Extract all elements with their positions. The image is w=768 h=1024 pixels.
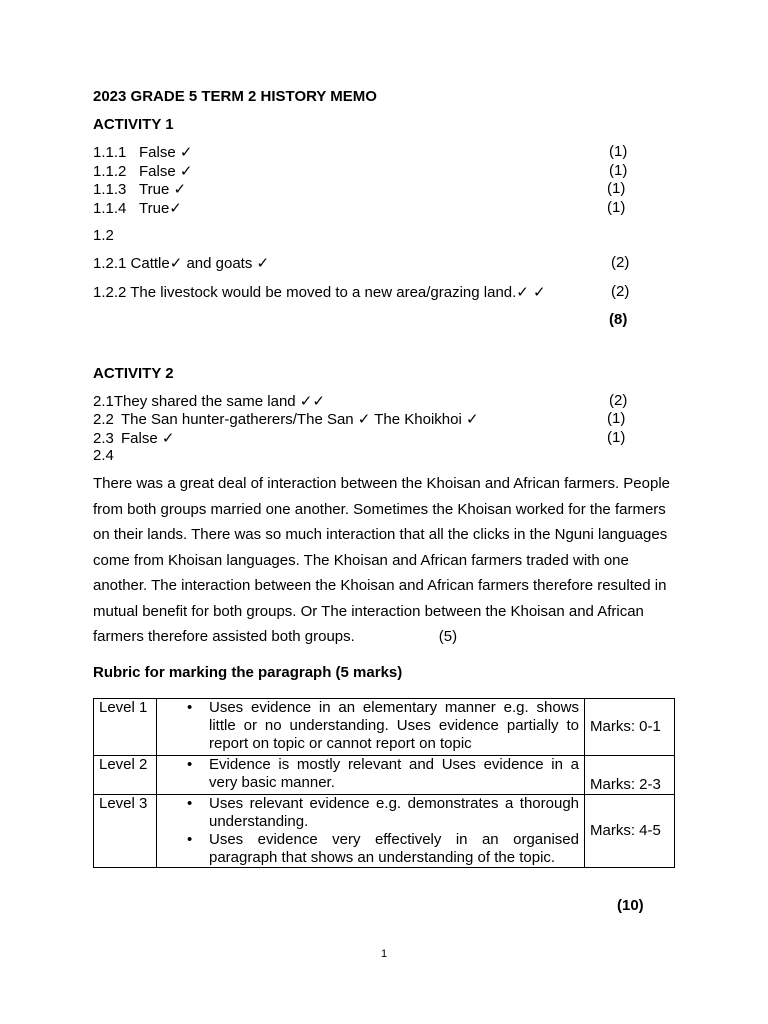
page-title: 2023 GRADE 5 TERM 2 HISTORY MEMO [93,88,377,105]
rubric-table [93,698,675,868]
list-item: 1.1.2 False ✓ [93,163,193,180]
marks-cell: Marks: 0-1 [585,699,675,756]
criteria-cell [157,795,585,868]
level-cell: Level 3 [94,795,157,868]
level-cell: Level 1 [94,699,157,756]
list-item: • Uses evidence very effectively in an organised paragraph that shows an understanding of the topic. [187,831,579,866]
criteria-cell [157,756,585,795]
rubric-heading: Rubric for marking the paragraph (5 marks) [93,664,403,681]
table-row [94,699,675,756]
mark: (1) [607,410,626,427]
answer-line: 1.2.2 The livestock would be moved to a new area/grazing land.✓ ✓ [93,284,546,301]
mark: (1) [607,180,626,197]
list-item: 1.1.3 True ✓ [93,181,187,198]
mark: (1) [607,429,626,446]
mark: (2) [611,283,630,300]
activity1-total: (8) [609,311,628,328]
marks-cell: Marks: 4-5 [585,795,675,868]
list-item: 1.1.1 False ✓ [93,144,193,161]
list-item: 2.2 The San hunter-gatherers/The San ✓ The Khoikhoi ✓ [93,411,479,428]
bullet-icon: • [187,831,193,848]
list-item: 2.1They shared the same land ✓✓ [93,393,325,410]
answer-paragraph: There was a great deal of interaction between the Khoisan and African farmers. People from both groups married one another. Sometimes the Khoisan worked for the farmers on their lands. There was so much interaction that all the clicks in the Nguni languages come from Khoisan languages. The Khoisan and African farmers traded with one another. The interaction between the Khoisan and African farmers therefore resulted in mutual benefit for both groups. Or The interaction between the Khoisan and African farmers therefore assisted both groups. (5) [93,475,671,645]
mark: (1) [607,199,626,216]
list-item: • Uses evidence in an elementary manner e.g. shows little or no understanding. Uses evidence partially to report on topic or cannot report on topic [187,699,579,752]
criteria-cell [157,699,585,756]
mark: (1) [609,143,628,160]
activity2-total: (10) [617,897,644,914]
marks-cell: Marks: 2-3 [585,756,675,795]
table-row [94,795,675,868]
table-row [94,756,675,795]
question-number: 2.4 [93,447,114,464]
level-cell: Level 2 [94,756,157,795]
page-number: 1 [380,948,388,960]
bullet-icon: • [187,756,193,773]
bullet-icon: • [187,699,193,716]
list-item: • Uses relevant evidence e.g. demonstrates a thorough understanding. [187,795,579,830]
answer-line: 1.2.1 Cattle✓ and goats ✓ [93,255,270,272]
list-item: 1.1.4 True✓ [93,200,182,217]
question-number: 1.2 [93,227,114,244]
activity2-heading: ACTIVITY 2 [93,365,174,382]
mark: (5) [438,628,458,645]
list-item: • Evidence is mostly relevant and Uses evidence in a very basic manner. [187,756,579,791]
mark: (2) [611,254,630,271]
activity1-heading: ACTIVITY 1 [93,116,174,133]
list-item: 2.3 False ✓ [93,430,175,447]
mark: (1) [609,162,628,179]
bullet-icon: • [187,795,193,812]
mark: (2) [609,392,628,409]
